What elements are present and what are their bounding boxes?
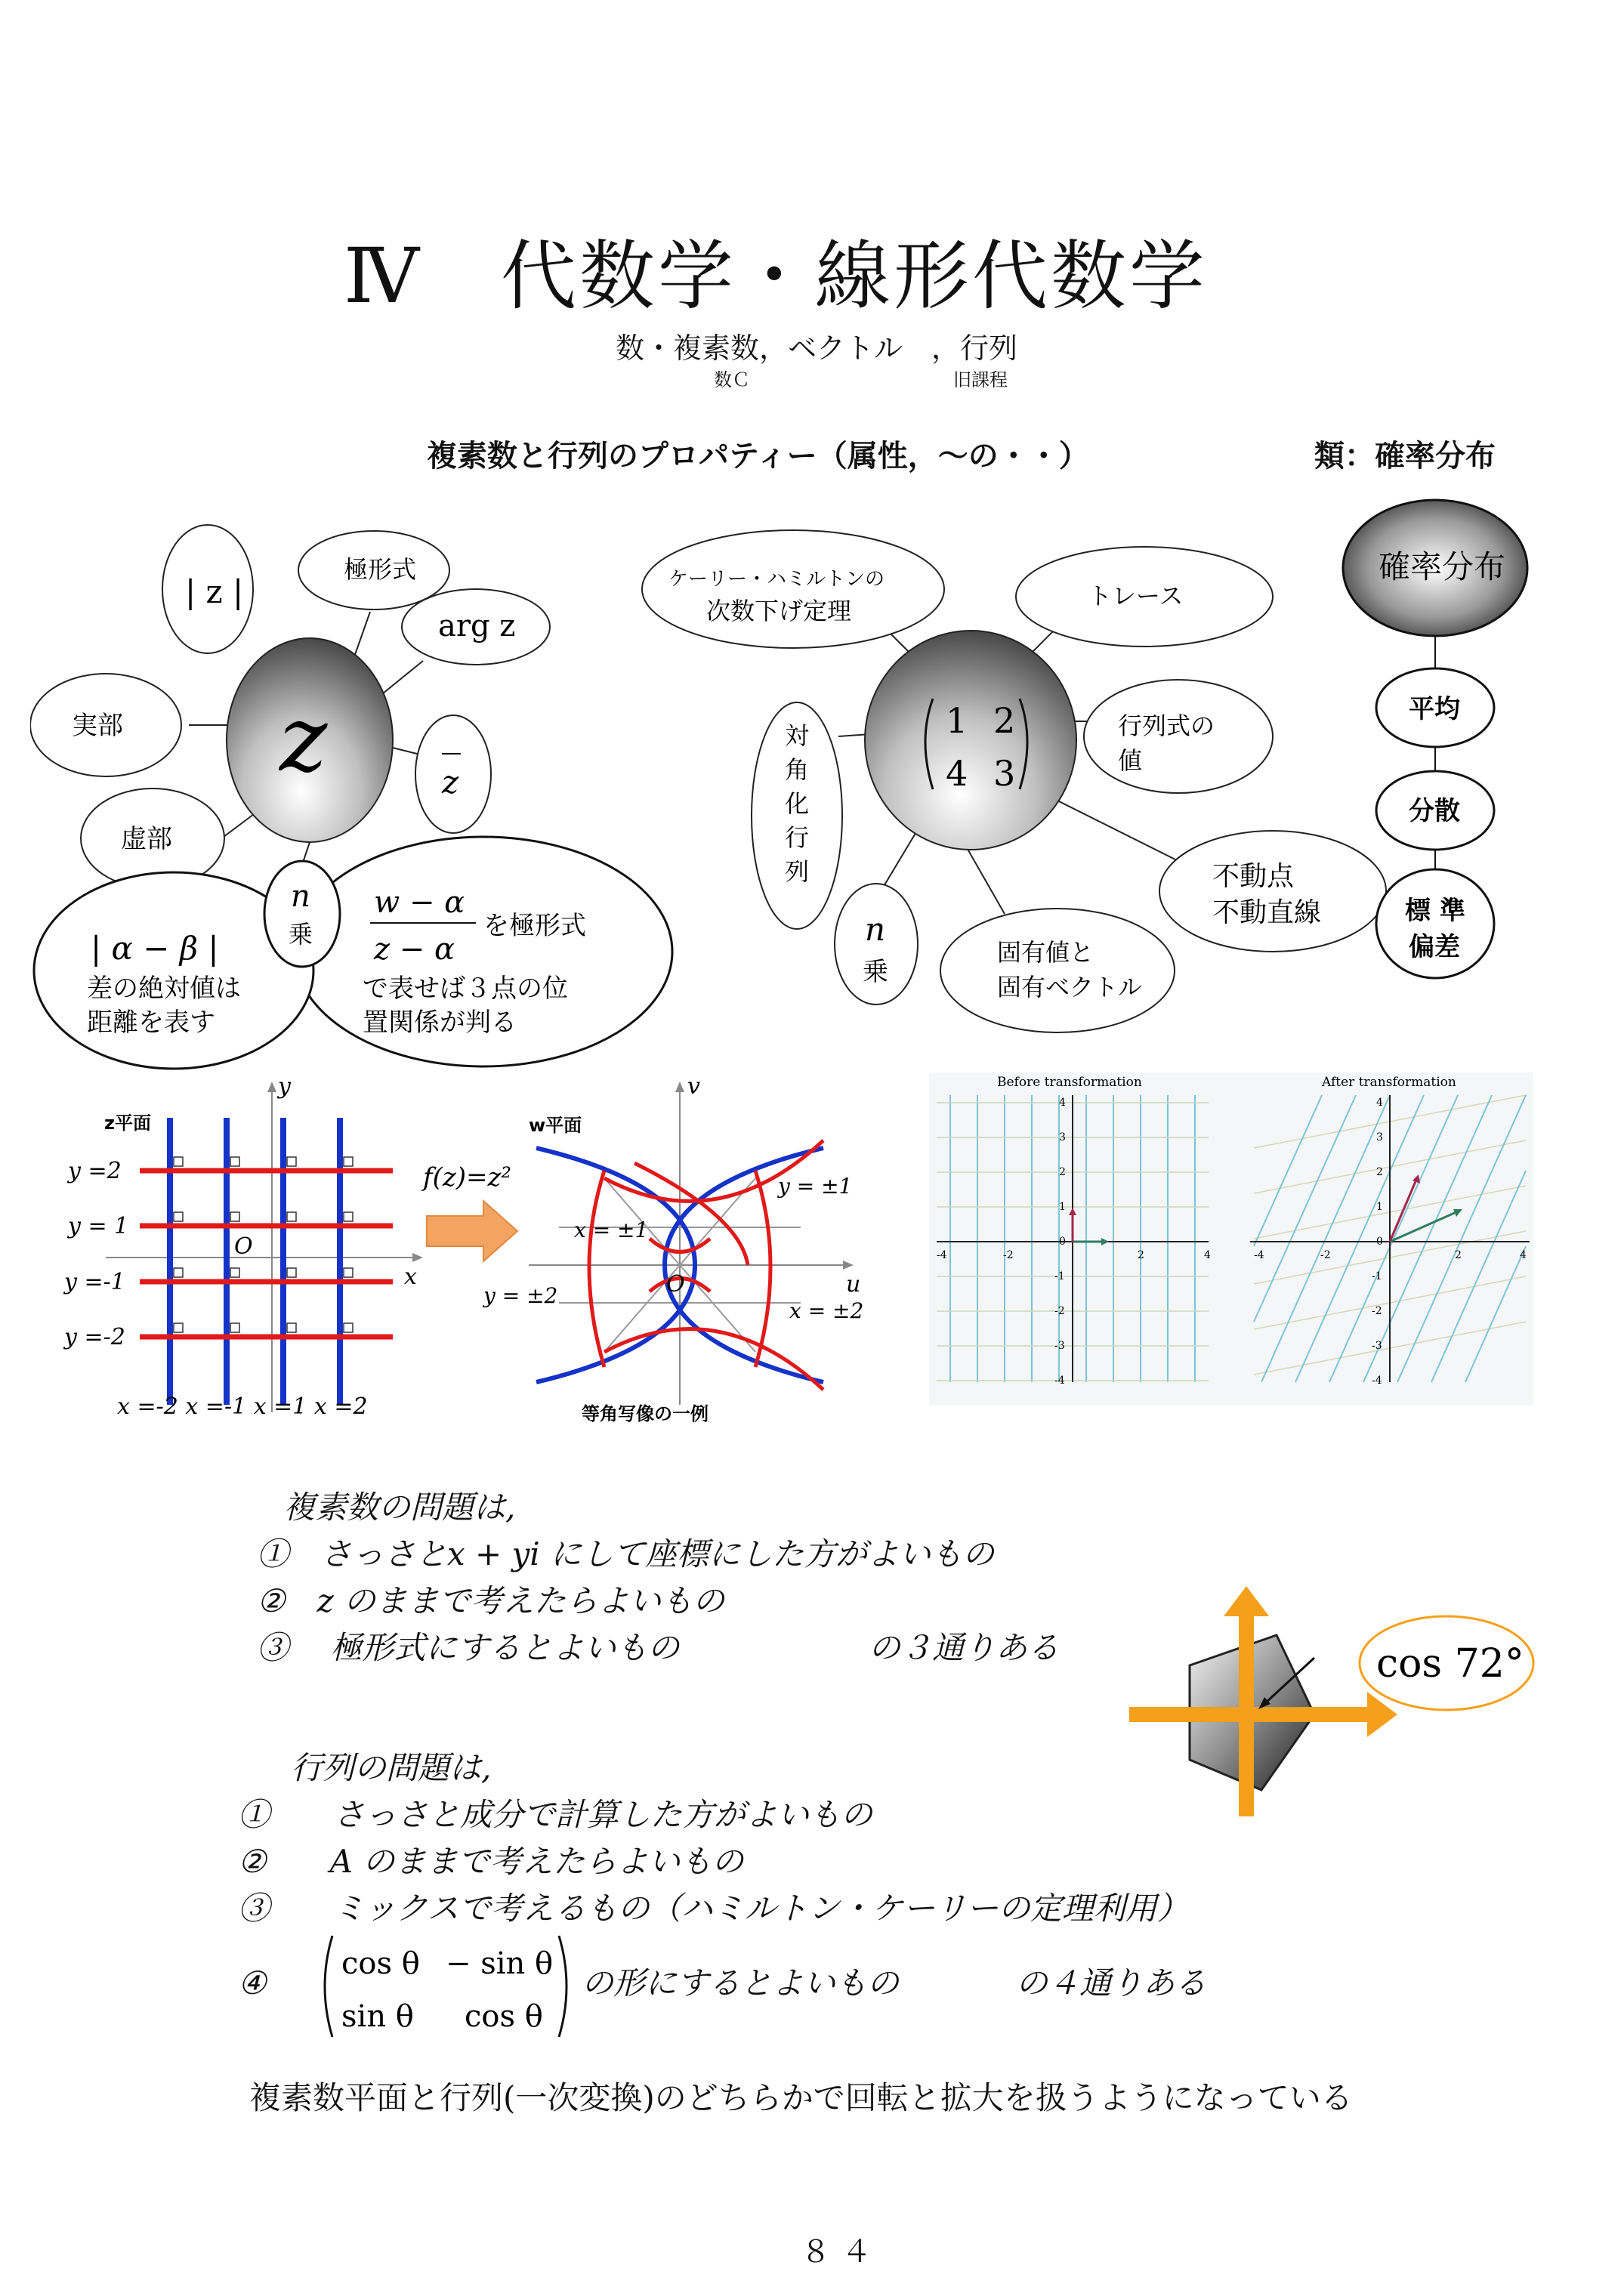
u-axis-label: u	[846, 1271, 861, 1298]
before-ytick-m1: -1	[1054, 1270, 1065, 1282]
cos72-label: cos 72°	[1376, 1641, 1524, 1687]
eigen-text2: 固有ベクトル	[997, 973, 1143, 1001]
matrix-n-label: n	[865, 911, 886, 948]
cayley-text2: 次数下げ定理	[706, 597, 852, 625]
cayley-text1: ケーリー・ハミルトンの	[668, 568, 885, 591]
eigen-bubble	[940, 909, 1175, 1032]
polar-label: 極形式	[344, 555, 417, 584]
m22: 3	[993, 753, 1016, 794]
complex-problems-intro: 複素数の問題は,	[283, 1489, 516, 1526]
x-labels: x =-2 x =-1 x =1 x =2	[117, 1393, 368, 1420]
matrix-problems-suffix: の４通りある	[1016, 1964, 1207, 2001]
after-xtick-3: 2	[1455, 1249, 1462, 1261]
rot-22: cos θ	[465, 1999, 543, 2034]
before-xtick-4: 4	[1204, 1249, 1211, 1261]
det-text1: 行列式の	[1118, 711, 1215, 740]
rot-21: sin θ	[341, 1999, 414, 2034]
matrix-problems-intro: 行列の問題は,	[291, 1749, 492, 1786]
y-axis-label: y	[278, 1073, 291, 1100]
diag-char-1: 対	[785, 721, 810, 750]
w-x2-label: x = ±2	[789, 1298, 864, 1323]
after-ytick-m4: -4	[1372, 1375, 1382, 1387]
after-ytick-3: 3	[1376, 1131, 1383, 1143]
m11: 1	[946, 700, 968, 741]
before-ytick-2: 2	[1059, 1166, 1066, 1178]
matrix-problem-1: ① さっさと成分で計算した方がよいもの	[238, 1796, 873, 1833]
after-xtick-1: -4	[1254, 1249, 1264, 1261]
y-label-4: y =-2	[64, 1324, 125, 1350]
matrix-concept-diagram	[634, 529, 1405, 1042]
after-ytick-m1: -1	[1372, 1270, 1382, 1282]
note-right: 旧課程	[953, 369, 1008, 390]
before-ytick-4: 4	[1059, 1097, 1066, 1109]
after-ytick-m2: -2	[1372, 1305, 1382, 1317]
eigen-text1: 固有値と	[997, 938, 1095, 967]
conformal-caption: 等角写像の一例	[582, 1403, 709, 1424]
abs-diff-text2: 距離を表す	[87, 1008, 215, 1038]
after-xtick-2: -2	[1320, 1249, 1331, 1261]
matrix-problem-3: ③ ミックスで考えるもの（ハミルトン・ケーリーの定理利用）	[238, 1890, 1189, 1927]
stddev-label-1: 標 準	[1405, 896, 1465, 926]
matrix-problem-2: ② A のままで考えたらよいもの	[238, 1843, 744, 1880]
rotation-matrix	[317, 1930, 574, 2043]
frac-num: w − α	[374, 885, 465, 920]
diag-char-2: 角	[785, 755, 810, 784]
power-label: 乗	[289, 920, 313, 949]
z-center-label: z	[279, 687, 328, 792]
complex-problem-2: ② z のままで考えたらよいもの	[257, 1582, 725, 1619]
before-ytick-0: 0	[1059, 1236, 1066, 1248]
complex-problem-3: ③ 極形式にするとよいもの	[257, 1629, 680, 1666]
w-x1-label: x = ±1	[574, 1217, 649, 1242]
frac-text1: で表せば３点の位	[363, 974, 568, 1004]
conj-label: z	[442, 764, 459, 801]
z-concept-diagram	[30, 514, 680, 1088]
after-ytick-2: 2	[1376, 1166, 1383, 1178]
y-label-3: y =-1	[64, 1269, 125, 1295]
pentagon-figure	[1118, 1579, 1541, 1820]
after-ytick-1: 1	[1376, 1201, 1383, 1213]
x-axis-label: x	[404, 1264, 417, 1290]
before-ytick-3: 3	[1059, 1131, 1066, 1143]
frac-text2: 置関係が判る	[363, 1008, 517, 1038]
matrix-problem-4-text: の形にするとよいもの	[582, 1964, 900, 2001]
n-label: n	[291, 879, 310, 914]
after-ytick-0: 0	[1376, 1236, 1383, 1248]
variance-label: 分散	[1409, 796, 1460, 826]
matrix-power-label: 乗	[863, 957, 888, 987]
trace-label: トレース	[1088, 582, 1184, 610]
det-text2: 値	[1118, 746, 1143, 775]
page-title: Ⅳ 代数学・線形代数学	[344, 232, 1208, 320]
subtitle: 数・複素数，ベクトル ，行列	[616, 332, 1018, 365]
matrix-problem-4-num: ④	[238, 1964, 267, 2001]
matrix-center-circle	[865, 631, 1076, 850]
v-axis-label: v	[687, 1073, 700, 1100]
conformal-mapping-figure	[45, 1072, 906, 1427]
arg-label: arg z	[438, 609, 516, 643]
real-label: 実部	[72, 711, 123, 741]
z-origin-label: O	[234, 1233, 253, 1260]
function-label: f(z)=z²	[423, 1162, 512, 1193]
rot-12: − sin θ	[446, 1946, 554, 1981]
before-ytick-m3: -3	[1054, 1340, 1065, 1352]
footer-note: 複素数平面と行列(一次変換)のどちらかで回転と拡大を扱うようになっている	[249, 2079, 1353, 2116]
n-power-bubble	[264, 861, 340, 967]
before-xtick-1: -4	[937, 1249, 947, 1261]
after-ytick-4: 4	[1376, 1097, 1383, 1109]
w-plane	[482, 1073, 863, 1424]
y-label-2: y = 1	[68, 1213, 129, 1239]
fixed-text2: 不動直線	[1212, 897, 1322, 928]
diag-char-5: 列	[785, 857, 810, 886]
mapping-arrow	[427, 1201, 517, 1261]
diag-char-4: 行	[785, 823, 810, 852]
w-y1-label: y = ±1	[778, 1174, 853, 1199]
fixed-text1: 不動点	[1212, 861, 1295, 892]
complex-problem-1: ① さっさとx + yi にして座標にした方がよいもの	[257, 1535, 995, 1572]
complex-problems-suffix: の３通りある	[869, 1629, 1060, 1666]
section-heading: 複素数と行列のプロパティー（属性，～の・・）	[427, 439, 1089, 474]
before-title: Before transformation	[997, 1075, 1142, 1090]
rot-11: cos θ	[341, 1946, 420, 1981]
z-plane	[63, 1073, 423, 1420]
m21: 4	[946, 753, 968, 794]
prob-dist-label: 確率分布	[1379, 548, 1506, 585]
abs-diff-label: | α − β |	[91, 930, 219, 967]
w-y2-label: y = ±2	[483, 1283, 558, 1308]
imag-label: 虚部	[121, 824, 172, 854]
before-xtick-2: -2	[1003, 1249, 1014, 1261]
w-plane-label: w平面	[529, 1115, 582, 1136]
after-ytick-m3: -3	[1372, 1340, 1382, 1352]
m12: 2	[993, 700, 1016, 741]
before-ytick-m2: -2	[1054, 1305, 1065, 1317]
y-label-1: y =2	[68, 1158, 122, 1184]
probability-diagram	[1337, 495, 1533, 993]
w-origin-label: O	[666, 1271, 685, 1298]
linear-transform-figure	[929, 1072, 1533, 1405]
after-title: After transformation	[1322, 1075, 1456, 1090]
after-xtick-4: 4	[1520, 1249, 1527, 1261]
stddev-label-2: 偏差	[1409, 932, 1460, 962]
diag-char-3: 化	[785, 789, 810, 818]
page-number: ８４	[801, 2235, 882, 2270]
frac-den: z − α	[374, 932, 455, 967]
z-plane-label: z平面	[104, 1113, 151, 1134]
note-left: 数Ｃ	[714, 369, 750, 390]
before-xtick-3: 2	[1138, 1249, 1144, 1261]
before-ytick-m4: -4	[1054, 1375, 1065, 1387]
before-ytick-1: 1	[1059, 1201, 1066, 1213]
abs-diff-text1: 差の絶対値は	[87, 974, 241, 1004]
abs-z-label: | z |	[185, 573, 244, 610]
side-heading: 類：確率分布	[1314, 439, 1496, 474]
mean-label: 平均	[1409, 694, 1460, 724]
frac-suffix: を極形式	[483, 911, 586, 941]
